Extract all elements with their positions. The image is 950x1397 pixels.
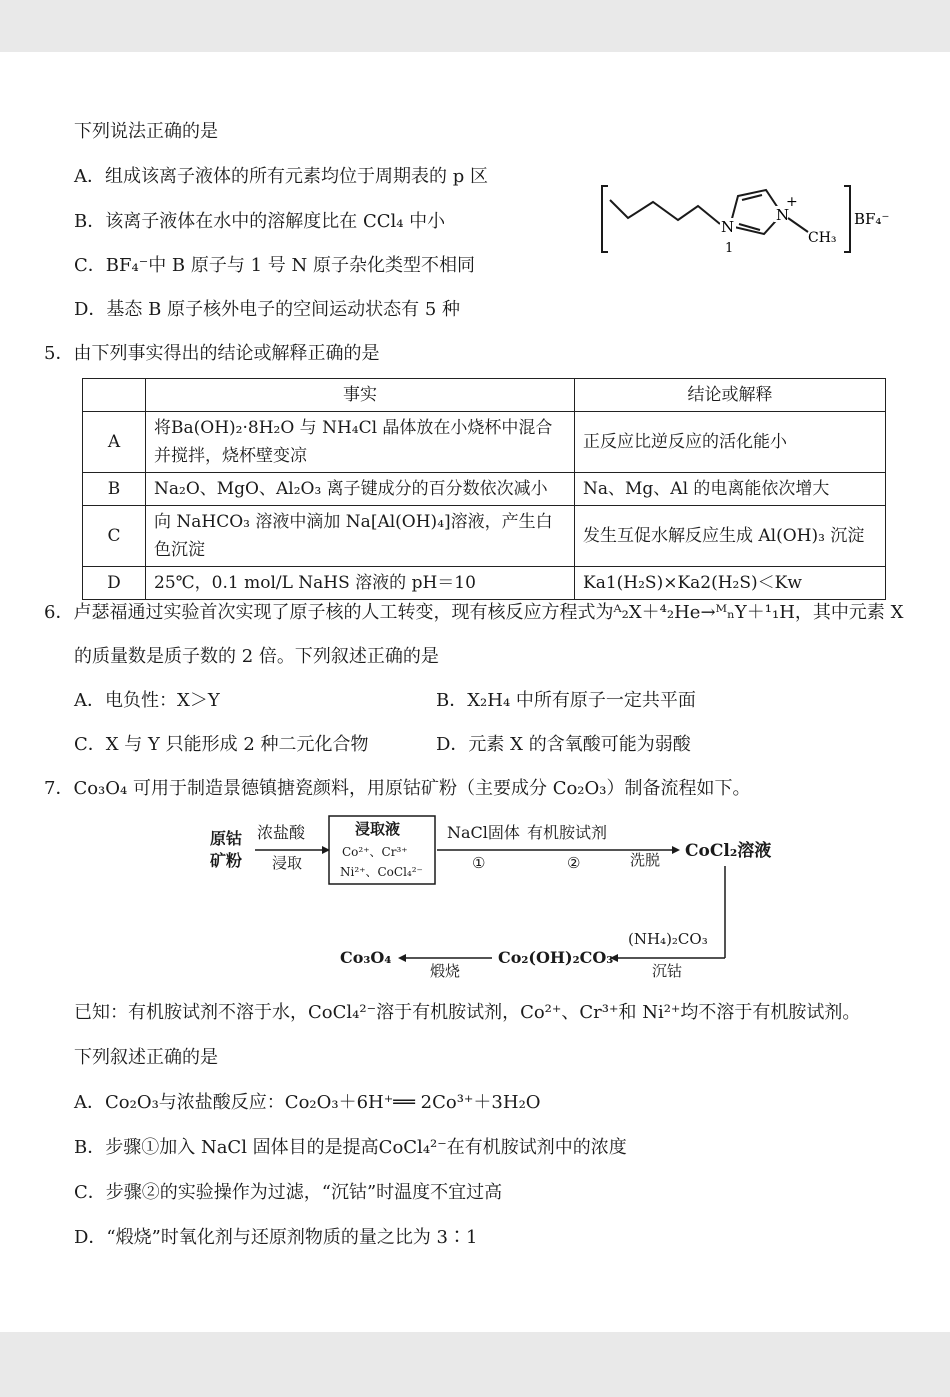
- q7-option-b: B．步骤①加入 NaCl 固体目的是提高CoCl₄²⁻在有机胺试剂中的浓度: [74, 1137, 627, 1158]
- arrow-calcine-head: [398, 954, 406, 962]
- row-key: C: [83, 506, 146, 567]
- row-fact: Na₂O、MgO、Al₂O₃ 离子键成分的百分数依次减小: [146, 473, 575, 506]
- row-conclusion: 发生互促水解反应生成 Al(OH)₃ 沉淀: [575, 506, 886, 567]
- step-calcine: 煅烧: [430, 962, 461, 980]
- table-header-conclusion: 结论或解释: [575, 379, 886, 412]
- leachate-ions-2: Ni²⁺、CoCl₄²⁻: [340, 865, 423, 879]
- reagent-ammonium-carbonate: (NH₄)₂CO₃: [628, 930, 708, 948]
- process-flow-diagram: [200, 810, 800, 990]
- q6-option-d: D．元素 X 的含氧酸可能为弱酸: [436, 734, 691, 755]
- ionic-liquid-structure: [598, 180, 898, 260]
- row-fact: 向 NaHCO₃ 溶液中滴加 Na[Al(OH)₄]溶液，产生白色沉淀: [146, 506, 575, 567]
- plus-charge: +: [786, 194, 798, 210]
- row-conclusion: Na、Mg、Al 的电离能依次增大: [575, 473, 886, 506]
- table-row: [83, 412, 886, 473]
- table-row: [83, 473, 886, 506]
- table-row: [83, 506, 886, 567]
- butyl-chain: [610, 200, 720, 224]
- bf4-anion: BF₄⁻: [854, 210, 890, 228]
- product-cocl2: CoCl₂溶液: [685, 841, 772, 861]
- q6-line2: 的质量数是质子数的 2 倍。下列叙述正确的是: [74, 646, 439, 667]
- table-header-row: [83, 379, 886, 412]
- row-fact: 将Ba(OH)₂·8H₂O 与 NH₄Cl 晶体放在小烧杯中混合并搅拌，烧杯壁变凉: [146, 412, 575, 473]
- reagent-amine: 有机胺试剂: [527, 823, 608, 842]
- table-header-key: [83, 379, 146, 412]
- q6-option-c: C．X 与 Y 只能形成 2 种二元化合物: [74, 734, 369, 755]
- leachate-title: 浸取液: [355, 820, 401, 838]
- arrow-extract-head: [672, 846, 680, 854]
- table-header-fact: 事实: [146, 379, 575, 412]
- q7-known: 已知：有机胺试剂不溶于水，CoCl₄²⁻溶于有机胺试剂，Co²⁺、Cr³⁺和 Ni²⁺均不溶于有机胺试剂。: [74, 1002, 861, 1023]
- step-leach: 浸取: [272, 854, 303, 872]
- raw-material-line1: 原钴: [210, 829, 243, 848]
- n1-label: 1: [725, 241, 734, 256]
- q4-option-c: C．BF₄⁻中 B 原子与 1 号 N 原子杂化类型不相同: [74, 255, 475, 276]
- ring-double-bond-1: [742, 195, 762, 200]
- left-bracket: [602, 186, 608, 252]
- row-conclusion: Ka1(H₂S)×Ka2(H₂S)＜Kw: [575, 567, 886, 600]
- q4-stem: 下列说法正确的是: [74, 121, 218, 142]
- reagent-nacl: NaCl固体: [447, 823, 520, 842]
- row-key: D: [83, 567, 146, 600]
- q4-option-d: D．基态 B 原子核外电子的空间运动状态有 5 种: [74, 299, 460, 320]
- q4-option-a: A．组成该离子液体的所有元素均位于周期表的 p 区: [74, 166, 488, 187]
- q6-option-b: B．X₂H₄ 中所有原子一定共平面: [436, 690, 696, 711]
- right-bracket: [844, 186, 850, 252]
- q5-stem: 5．由下列事实得出的结论或解释正确的是: [44, 343, 380, 364]
- q6-option-a: A．电负性：X＞Y: [74, 690, 220, 711]
- q7-option-d: D．“煅烧”时氧化剂与还原剂物质的量之比为 3∶1: [74, 1227, 478, 1248]
- q7-option-a: A．Co₂O₃与浓盐酸反应：Co₂O₃＋6H⁺══ 2Co³⁺＋3H₂O: [74, 1092, 541, 1113]
- reagent-hcl: 浓盐酸: [257, 823, 306, 842]
- raw-material-line2: 矿粉: [210, 851, 243, 870]
- step-mark-2: ②: [567, 854, 581, 872]
- row-key: A: [83, 412, 146, 473]
- row-fact: 25℃，0.1 mol/L NaHS 溶液的 pH＝10: [146, 567, 575, 600]
- product-co3o4: Co₃O₄: [340, 948, 392, 967]
- q4-option-b: B．该离子液体在水中的溶解度比在 CCl₄ 中小: [74, 211, 446, 232]
- q5-table: [82, 378, 886, 600]
- n1-atom: N: [721, 218, 735, 236]
- row-conclusion: 正反应比逆反应的活化能小: [575, 412, 886, 473]
- methyl-group: CH₃: [808, 230, 837, 246]
- table-row: [83, 567, 886, 600]
- product-basic-carbonate: Co₂(OH)₂CO₃: [498, 948, 614, 967]
- n2-atom: N: [776, 206, 790, 224]
- page-bottom-margin: [0, 1332, 950, 1397]
- step-mark-1: ①: [472, 854, 486, 872]
- q7-option-c: C．步骤②的实验操作为过滤，“沉钴”时温度不宜过高: [74, 1182, 503, 1203]
- q6-line1: 6．卢瑟福通过实验首次实现了原子核的人工转变，现有核反应方程式为ᴬ₂X＋⁴₂He→ᴹₙY＋¹₁H，其中元素 X: [44, 602, 904, 623]
- step-precip: 沉钴: [652, 962, 683, 980]
- q7-stem2: 下列叙述正确的是: [74, 1047, 218, 1068]
- q7-stem: 7．Co₃O₄ 可用于制造景德镇搪瓷颜料，用原钴矿粉（主要成分 Co₂O₃）制备流程如下。: [44, 778, 751, 799]
- row-key: B: [83, 473, 146, 506]
- methyl-bond: [788, 218, 808, 232]
- step-elute: 洗脱: [630, 851, 661, 869]
- leachate-ions-1: Co²⁺、Cr³⁺: [342, 845, 408, 859]
